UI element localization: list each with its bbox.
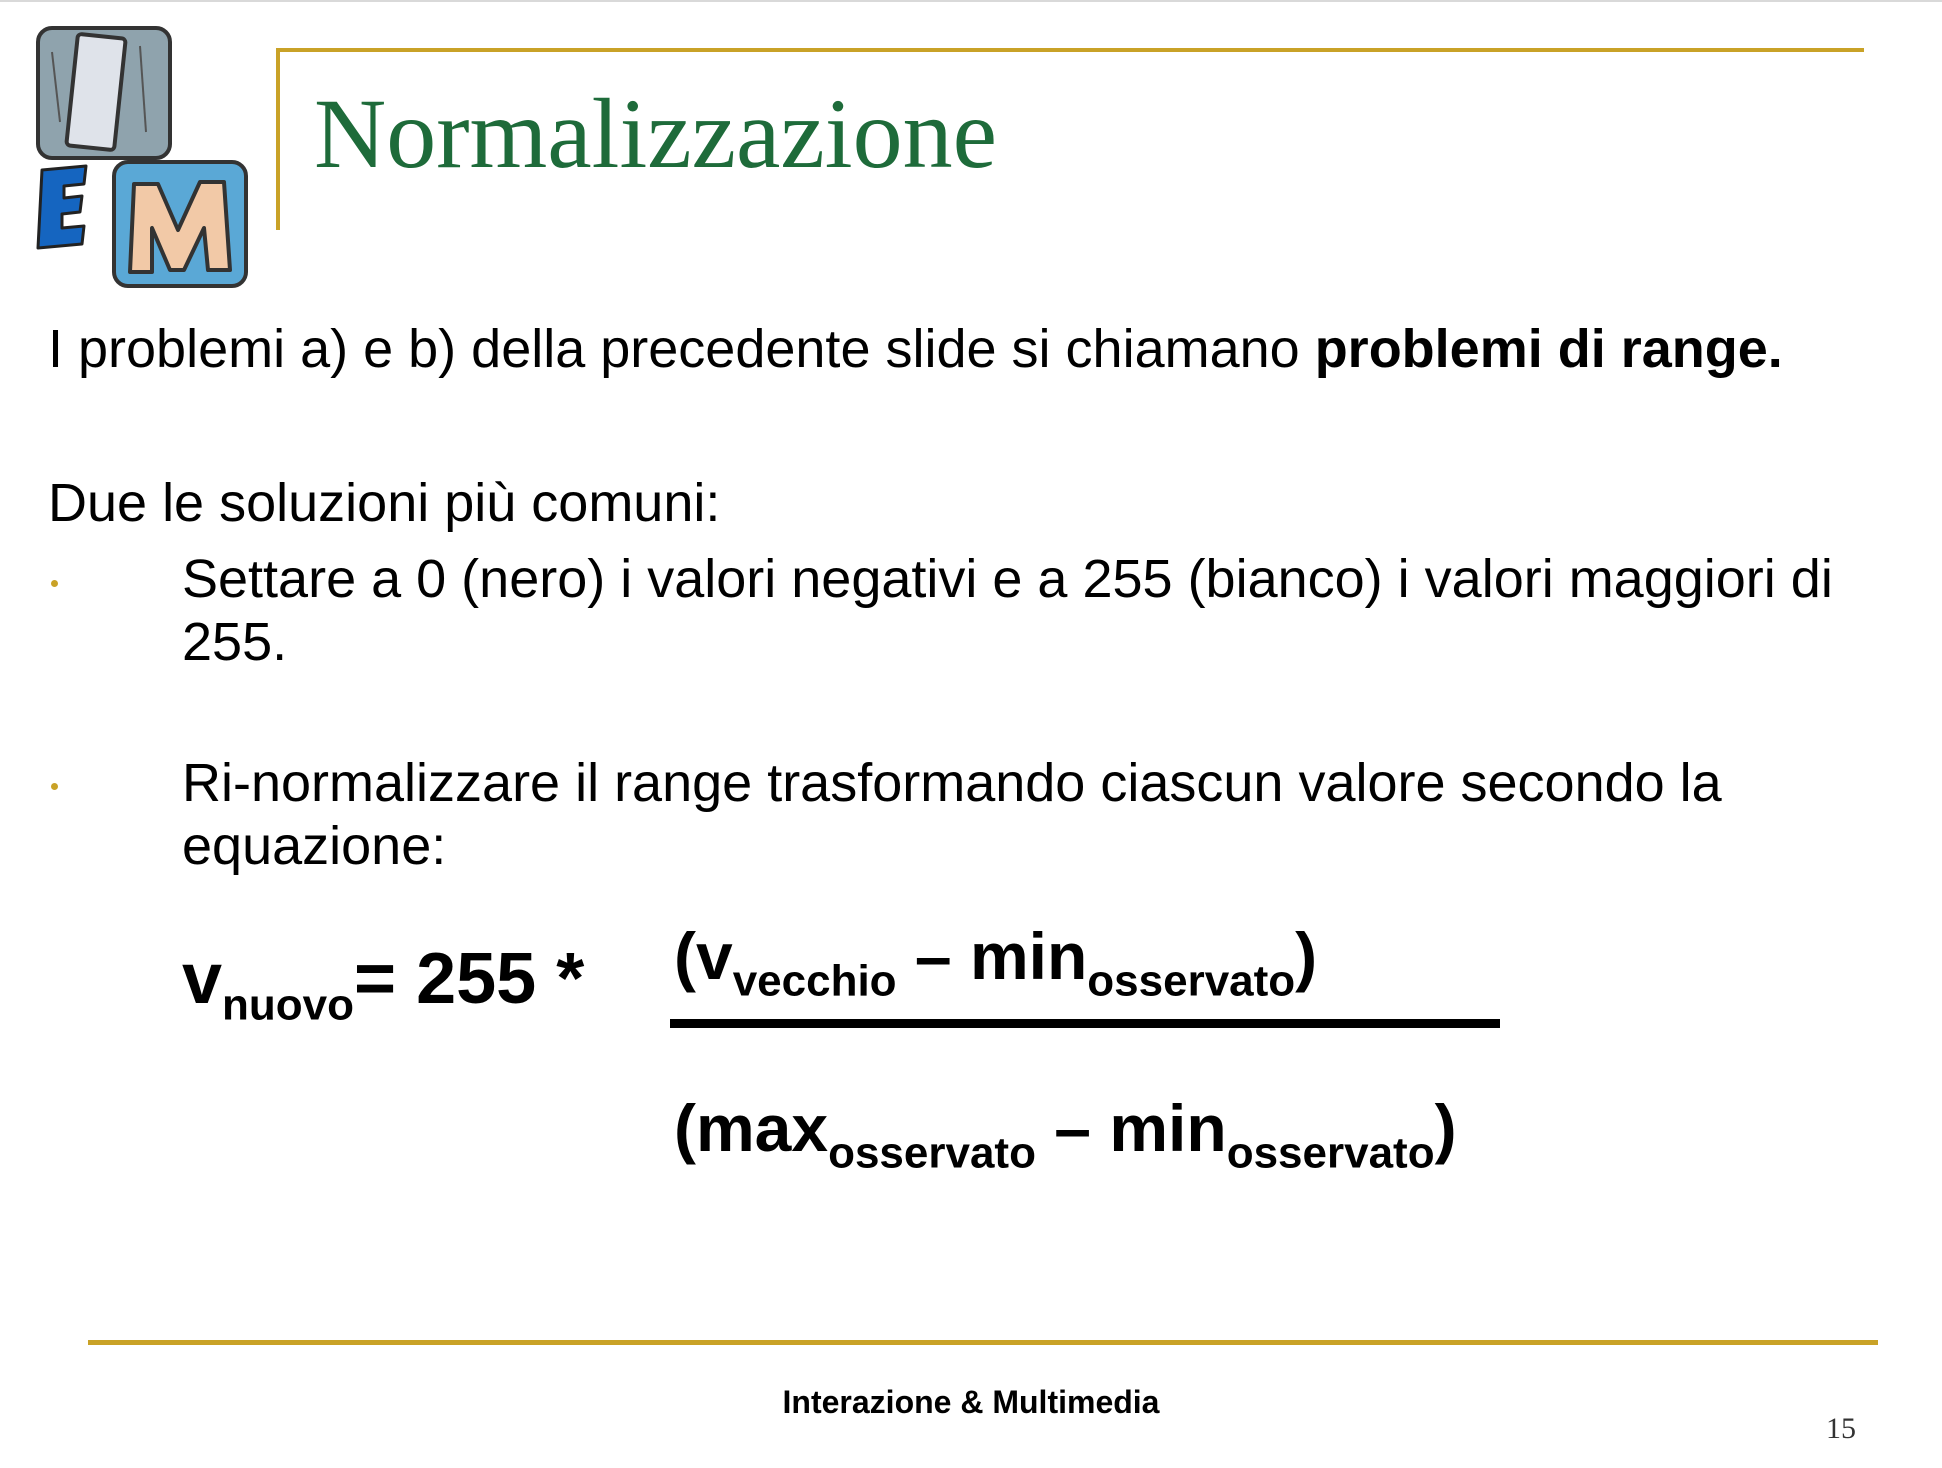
eq-num-close: ) — [1295, 919, 1318, 993]
slide-title: Normalizzazione — [314, 78, 997, 189]
title-rule-top — [276, 48, 1864, 52]
eq-num-sub1: vecchio — [732, 956, 897, 1006]
title-rule-left — [276, 48, 280, 230]
intro-text-normal: I problemi a) e b) della precedente slide si chiamano — [48, 319, 1315, 379]
logo-iem-icon — [30, 22, 260, 290]
eq-den-mid: – min — [1035, 1091, 1227, 1165]
eq-num-open: (v — [674, 919, 733, 993]
footer-rule — [88, 1340, 1878, 1345]
logo-graphic — [30, 22, 260, 290]
intro-text-bold: problemi di range. — [1314, 319, 1783, 379]
eq-den-sub2: osservato — [1226, 1128, 1435, 1178]
equation-numerator — [674, 918, 1318, 1006]
bullet-dot — [51, 580, 58, 587]
eq-lhs-sub: nuovo — [222, 980, 355, 1030]
page-number: 15 — [1826, 1412, 1856, 1445]
eq-num-mid: – min — [896, 919, 1088, 993]
lead-text: Due le soluzioni più comuni: — [48, 473, 721, 533]
equation-lhs — [182, 938, 585, 1030]
fraction-bar — [670, 1019, 1500, 1028]
eq-den-close: ) — [1434, 1091, 1457, 1165]
bullet-item: Ri-normalizzare il range trasformando ciascun valore secondo la equazione: — [182, 753, 1722, 876]
eq-lhs-var: v — [182, 939, 223, 1019]
top-edge — [0, 0, 1942, 2]
eq-den-sub1: osservato — [828, 1128, 1036, 1178]
eq-lhs-rest: = 255 * — [354, 939, 585, 1019]
bullet-item: Settare a 0 (nero) i valori negativi e a 255 (bianco) i valori maggiori di 255. — [182, 549, 1833, 672]
eq-den-open: (max — [674, 1091, 829, 1165]
footer-text: Interazione & Multimedia — [782, 1384, 1160, 1420]
equation-denominator — [674, 1090, 1457, 1178]
intro-text — [48, 318, 1783, 382]
eq-num-sub2: osservato — [1087, 956, 1296, 1006]
bullet-dot — [51, 783, 58, 790]
